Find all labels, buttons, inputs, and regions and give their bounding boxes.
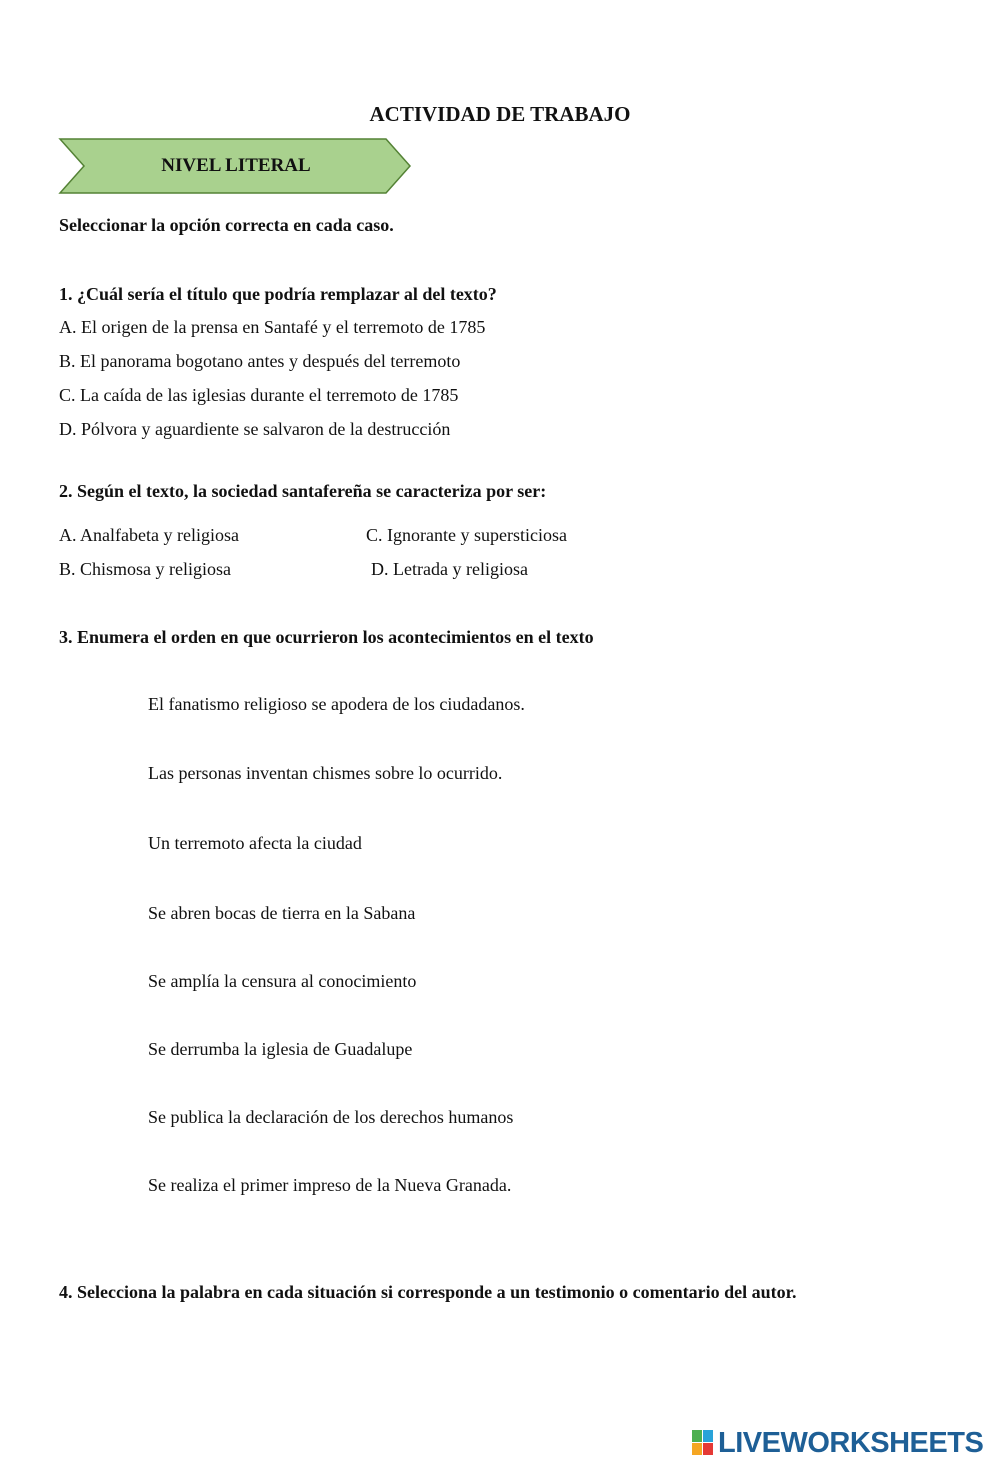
liveworksheets-logo bbox=[692, 1425, 983, 1461]
question-1: 1. ¿Cuál sería el título que podría remplazar al del texto? bbox=[59, 284, 497, 304]
q3-event-item[interactable]: Se derrumba la iglesia de Guadalupe bbox=[148, 1039, 413, 1059]
q1-option-c[interactable]: C. La caída de las iglesias durante el terremoto de 1785 bbox=[59, 385, 459, 405]
q3-event-item[interactable]: Se realiza el primer impreso de la Nueva Granada. bbox=[148, 1175, 512, 1195]
banner-label: NIVEL LITERAL bbox=[161, 155, 311, 176]
q1-option-a[interactable]: A. El origen de la prensa en Santafé y el terremoto de 1785 bbox=[59, 317, 486, 337]
section-banner bbox=[58, 137, 414, 195]
q1-option-b[interactable]: B. El panorama bogotano antes y después del terremoto bbox=[59, 351, 461, 371]
question-2: 2. Según el texto, la sociedad santafereña se caracteriza por ser: bbox=[59, 481, 547, 501]
q1-option-d[interactable]: D. Pólvora y aguardiente se salvaron de la destrucción bbox=[59, 419, 451, 439]
page-title: ACTIVIDAD DE TRABAJO bbox=[369, 102, 631, 126]
instruction-text: Seleccionar la opción correcta en cada caso. bbox=[59, 215, 394, 235]
question-3: 3. Enumera el orden en que ocurrieron los acontecimientos en el texto bbox=[59, 627, 594, 647]
q3-event-item[interactable]: Un terremoto afecta la ciudad bbox=[148, 833, 362, 853]
q3-event-item[interactable]: Se publica la declaración de los derechos humanos bbox=[148, 1107, 514, 1127]
q2-option-c[interactable]: C. Ignorante y supersticiosa bbox=[366, 525, 567, 545]
q2-option-a[interactable]: A. Analfabeta y religiosa bbox=[59, 525, 239, 545]
logo-text: LIVEWORKSHEETS bbox=[718, 1426, 984, 1459]
q3-event-item[interactable]: El fanatismo religioso se apodera de los ciudadanos. bbox=[148, 694, 525, 714]
liveworksheets-logo-icon bbox=[692, 1430, 714, 1456]
q3-event-item[interactable]: Las personas inventan chismes sobre lo ocurrido. bbox=[148, 763, 503, 783]
q3-event-item[interactable]: Se abren bocas de tierra en la Sabana bbox=[148, 903, 416, 923]
q2-option-d[interactable]: D. Letrada y religiosa bbox=[371, 559, 528, 579]
q2-option-b[interactable]: B. Chismosa y religiosa bbox=[59, 559, 231, 579]
question-4: 4. Selecciona la palabra en cada situación si corresponde a un testimonio o comentario del autor. bbox=[59, 1282, 797, 1302]
q3-event-item[interactable]: Se amplía la censura al conocimiento bbox=[148, 971, 417, 991]
